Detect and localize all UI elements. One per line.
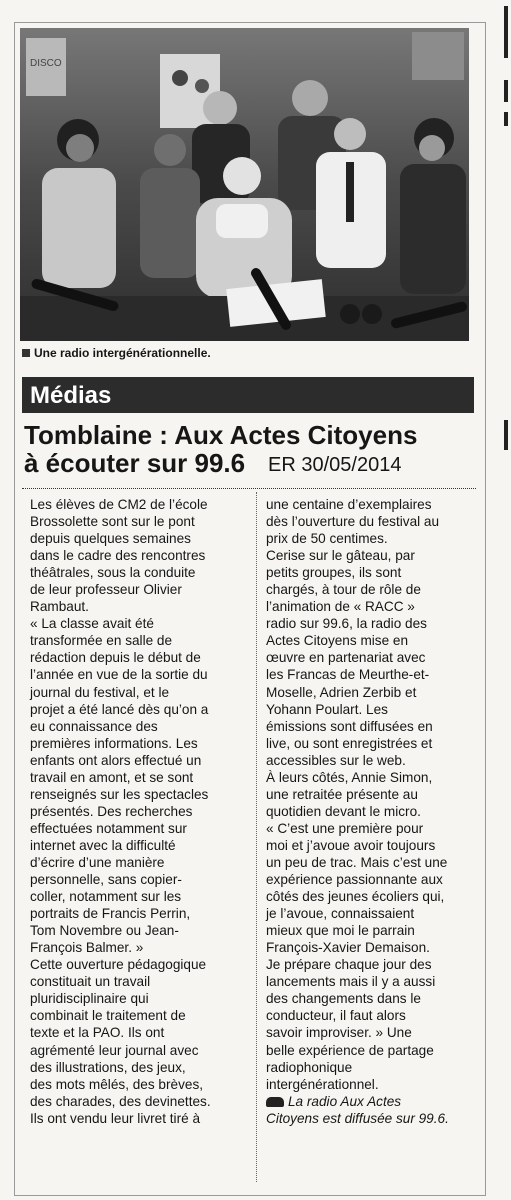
article-line: coller, notamment sur les bbox=[30, 889, 182, 905]
date-stamp: ER 30/05/2014 bbox=[268, 454, 402, 476]
article-line: moi et j’avoue avoir toujours bbox=[266, 837, 436, 853]
article-line: rédaction depuis le début de bbox=[30, 650, 201, 666]
article-line: une centaine d’exemplaires bbox=[266, 497, 432, 512]
article-line: émissions sont diffusées en bbox=[266, 718, 433, 734]
section-rubric bbox=[22, 377, 474, 413]
article-line: Cette ouverture pédagogique bbox=[30, 957, 207, 973]
article-line: effectuées notamment sur bbox=[30, 820, 187, 836]
article-line: dès l’ouverture du festival au bbox=[266, 514, 440, 530]
article-line: quotidien devant le micro. bbox=[266, 803, 421, 819]
article-line: À leurs côtés, Annie Simon, bbox=[266, 769, 433, 785]
article-line: mieux que moi le parrain bbox=[266, 923, 415, 939]
article-line: un peu de trac. Mais c’est une bbox=[266, 854, 448, 870]
article-line: des mots mêlés, des brèves, bbox=[30, 1076, 204, 1092]
column-divider bbox=[256, 492, 257, 1182]
photo-caption bbox=[22, 346, 211, 360]
article-line: l’animation de « RACC » bbox=[266, 599, 415, 615]
article-line: François Balmer. » bbox=[30, 940, 144, 956]
article-photo bbox=[20, 28, 469, 341]
article-line: renseignés sur les spectacles bbox=[30, 786, 209, 802]
article-line: Rambaut. bbox=[30, 599, 89, 615]
article-line: des changements dans le bbox=[266, 991, 421, 1007]
article-line: agrémenté leur journal avec bbox=[30, 1042, 199, 1058]
article-line: live, ou sont enregistrées et bbox=[266, 735, 433, 751]
article-line: les Francas de Meurthe-et- bbox=[266, 667, 430, 683]
article-line: Yohann Poulart. Les bbox=[266, 701, 388, 717]
dotted-rule bbox=[22, 488, 476, 489]
article-line: « La classe avait été bbox=[30, 616, 154, 632]
rubric-label: Médias bbox=[30, 382, 112, 409]
adjacent-column-edge bbox=[500, 0, 511, 1200]
article-line: combinait le traitement de bbox=[30, 1008, 186, 1024]
article-line: accessibles sur le web. bbox=[266, 752, 406, 768]
credit-line-2: Citoyens est diffusée sur 99.6. bbox=[266, 1110, 449, 1126]
article-line: portraits de Francis Perrin, bbox=[30, 906, 191, 922]
article-line: expérience passionnante aux bbox=[266, 872, 443, 888]
article-line: une retraitée présente au bbox=[266, 786, 418, 802]
caption-square-icon bbox=[22, 349, 30, 357]
article-line: l’année en vue de la sortie du bbox=[30, 667, 208, 683]
article-line: dans le cadre des rencontres bbox=[30, 548, 206, 564]
article-line: petits groupes, ils sont bbox=[266, 565, 402, 581]
article-line: lancements mais il y a aussi bbox=[266, 974, 436, 990]
article-line: Brossolette sont sur le pont bbox=[30, 514, 195, 530]
headline-line-1: Tomblaine : Aux Actes Citoyens bbox=[24, 420, 418, 450]
poster-text: DISCO bbox=[30, 58, 62, 69]
article-line: des illustrations, des jeux, bbox=[30, 1059, 186, 1075]
article-line: des charades, des devinettes. bbox=[30, 1093, 211, 1109]
article-line: travail en amont, et se sont bbox=[30, 769, 194, 785]
article-line: texte et la PAO. Ils ont bbox=[30, 1025, 165, 1041]
credit-text-1: La radio Aux Actes bbox=[288, 1093, 402, 1109]
article-line: de leur professeur Olivier bbox=[30, 582, 182, 598]
article-line: Tom Novembre ou Jean- bbox=[30, 923, 179, 939]
article-line: constituait un travail bbox=[30, 974, 151, 990]
headline-line-2: à écouter sur 99.6 bbox=[24, 448, 246, 478]
article-line: savoir improviser. » Une bbox=[266, 1025, 412, 1041]
article-line: transformée en salle de bbox=[30, 633, 173, 649]
article-line: belle expérience de partage bbox=[266, 1042, 434, 1058]
article-line: chargés, à tour de rôle de bbox=[266, 582, 421, 598]
article-line: théâtrales, sous la conduite bbox=[30, 565, 196, 581]
article-line: internet avec la difficulté bbox=[30, 837, 176, 853]
article-line: Moselle, Adrien Zerbib et bbox=[266, 684, 417, 700]
credit-line-1 bbox=[266, 1093, 449, 1110]
article-line: projet a été lancé dès qu’on a bbox=[30, 701, 209, 717]
photo-caption-text: Une radio intergénérationnelle. bbox=[34, 346, 211, 360]
article-line: journal du festival, et le bbox=[30, 684, 170, 700]
article-line: intergénérationnel. bbox=[266, 1076, 379, 1092]
article-line: pluridisciplinaire qui bbox=[30, 991, 149, 1007]
article-line: d’écrire d’une manière bbox=[30, 854, 165, 870]
article-line: « C’est une première pour bbox=[266, 820, 424, 836]
article-line: enfants ont alors effectué un bbox=[30, 752, 202, 768]
article-line: eu connaissance des bbox=[30, 718, 158, 734]
article-line: présentés. Des recherches bbox=[30, 803, 193, 819]
article-line: personnelle, sans copier- bbox=[30, 872, 182, 888]
article-line: radio sur 99.6, la radio des bbox=[266, 616, 427, 632]
article-line: Je prépare chaque jour des bbox=[266, 957, 432, 973]
article-line: conducteur, il faut alors bbox=[266, 1008, 406, 1024]
article-line: François-Xavier Demaison. bbox=[266, 940, 430, 956]
article-line: œuvre en partenariat avec bbox=[266, 650, 426, 666]
article-line: côtés des jeunes écoliers qui, bbox=[266, 889, 445, 905]
article-line: Ils ont vendu leur livret tiré à bbox=[30, 1110, 201, 1126]
article-line: prix de 50 centimes. bbox=[266, 531, 388, 547]
article-line: depuis quelques semaines bbox=[30, 531, 191, 547]
radio-icon bbox=[266, 1097, 284, 1107]
article-line: radiophonique bbox=[266, 1059, 353, 1075]
article-line: Cerise sur le gâteau, par bbox=[266, 548, 415, 564]
article-line: Actes Citoyens mise en bbox=[266, 633, 409, 649]
article-line: Les élèves de CM2 de l’école bbox=[30, 497, 208, 512]
article-line: je l’avoue, connaissaient bbox=[266, 906, 415, 922]
article-line: premières informations. Les bbox=[30, 735, 198, 751]
article-column-2 bbox=[266, 496, 449, 1127]
article-column-1 bbox=[30, 496, 211, 1127]
